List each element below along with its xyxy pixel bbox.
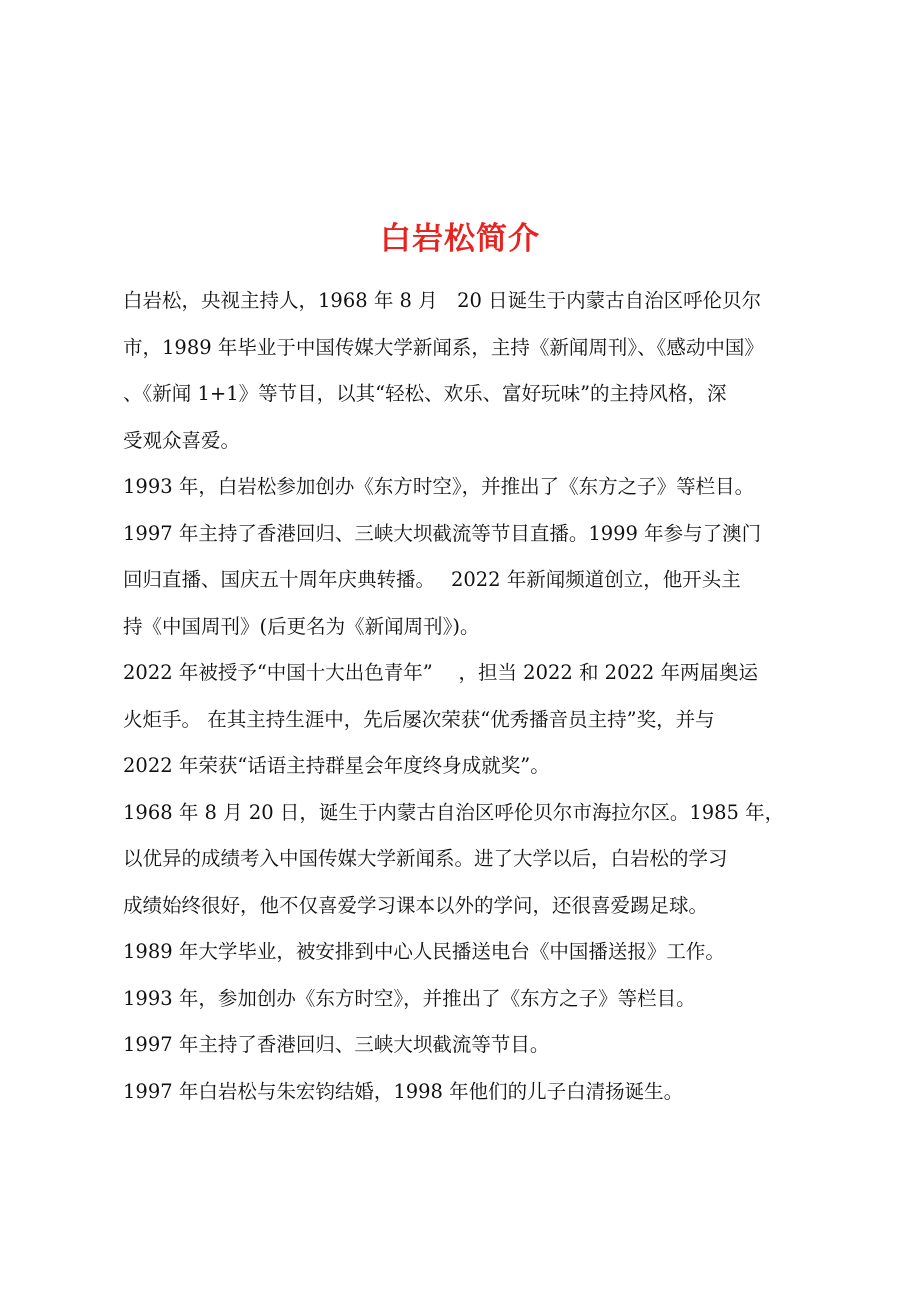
text-line: 市，1989 年毕业于中国传媒大学新闻系，主持《新闻周刊》、《感动中国》 — [123, 335, 764, 359]
text-line: 成绩始终很好，他不仅喜爱学习课本以外的学问，还很喜爱踢足球。 — [123, 893, 709, 917]
text-line: 受观众喜爱。 — [123, 428, 241, 452]
text-line: 1968 年 8 月 20 日，诞生于内蒙古自治区呼伦贝尔市海拉尔区。1985 年， — [123, 800, 785, 824]
document-title: 白岩松简介 — [380, 220, 540, 257]
text-line: 1993 年，参加创办《东方时空》，并推出了《东方之子》等栏目。 — [123, 986, 696, 1010]
text-line: 回归直播、国庆五十周年庆典转播。 2022 年新闻频道创立，他开头主 — [123, 568, 741, 591]
text-line: 以优异的成绩考入中国传媒大学新闻系。进了大学以后，白岩松的学习 — [123, 847, 728, 870]
text-line: 1997 年主持了香港回归、三峡大坝截流等节目。 — [123, 1033, 550, 1056]
text-line: 、《新闻 1+1》等节目，以其“轻松、欢乐、富好玩味”的主持风格，深 — [123, 382, 727, 405]
document-body — [123, 278, 823, 1115]
text-line: 2022 年荣获“话语主持群星会年度终身成就奖”。 — [123, 754, 550, 777]
text-line: 持《中国周刊》(后更名为《新闻周刊》)。 — [123, 614, 480, 638]
text-line: 1993 年，白岩松参加创办《东方时空》，并推出了《东方之子》等栏目。 — [123, 475, 755, 498]
text-line: 火炬手。 在其主持生涯中，先后屡次荣获“优秀播音员主持”奖，并与 — [123, 707, 715, 731]
text-line: 1997 年白岩松与朱宏钧结婚，1998 年他们的儿子白清扬诞生。 — [123, 1079, 684, 1103]
text-line: 1989 年大学毕业，被安排到中心人民播送电台《中国播送报》工作。 — [123, 940, 725, 963]
text-line: 白岩松，央视主持人，1968 年 8 月 20 日诞生于内蒙古自治区呼伦贝尔 — [123, 289, 762, 312]
text-line: 1997 年主持了香港回归、三峡大坝截流等节目直播。1999 年参与了澳门 — [123, 521, 762, 545]
text-line: 2022 年被授予“中国十大出色青年” ，担当 2022 和 2022 年两届奥运 — [123, 661, 759, 684]
